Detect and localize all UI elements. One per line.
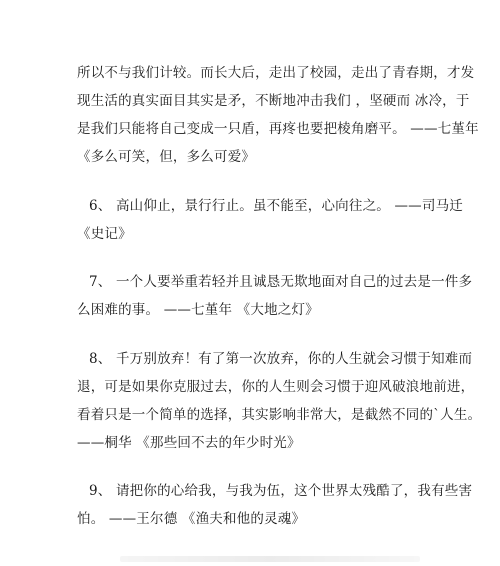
quote-8-line-2: 退，可是如果你克服过去，你的人生则会习惯于迎风破浪地前进， [77, 379, 475, 395]
quote-7-line-2: 么困难的事。 ——七堇年 《大地之灯》 [77, 302, 319, 318]
quote-7-line-1: 7、 一个人要举重若轻并且诚恳无欺地面对自己的过去是一件多 [89, 274, 473, 290]
quote-8-line-4: ——桐华 《那些回不去的年少时光》 [77, 435, 301, 451]
quote-6-line-2: 《史记》 [77, 226, 132, 242]
paragraph-1-line-2: 现生活的真实面目其实是矛，不断地冲击我们 ，坚硬而 冰冷，于 [77, 93, 470, 109]
quote-9-line-2: 怕。 ——王尔德 《渔夫和他的灵魂》 [77, 511, 306, 527]
quote-8-line-3: 看着只是一个简单的选择，其实影响非常大，是截然不同的`人生。 [77, 407, 482, 423]
paragraph-1-line-1: 所以不与我们计较。而长大后，走出了校园，走出了青春期，才发 [77, 65, 475, 81]
quote-9-line-1: 9、 请把你的心给我，与我为伍，这个世界太残酷了，我有些害 [89, 483, 473, 499]
paragraph-1-line-4: 《多么可笑，但，多么可爱》 [77, 149, 256, 165]
faded-bottom-text [120, 556, 420, 562]
paragraph-1-line-3: 是我们只能将自己变成一只盾，再疼也要把棱角磨平。 ——七堇年 [77, 121, 479, 137]
quote-8-line-1: 8、 千万别放弃！有了第一次放弃，你的人生就会习惯于知难而 [89, 351, 473, 367]
quote-6-line-1: 6、 高山仰止，景行行止。虽不能至，心向往之。 ——司马迁 [89, 198, 463, 214]
